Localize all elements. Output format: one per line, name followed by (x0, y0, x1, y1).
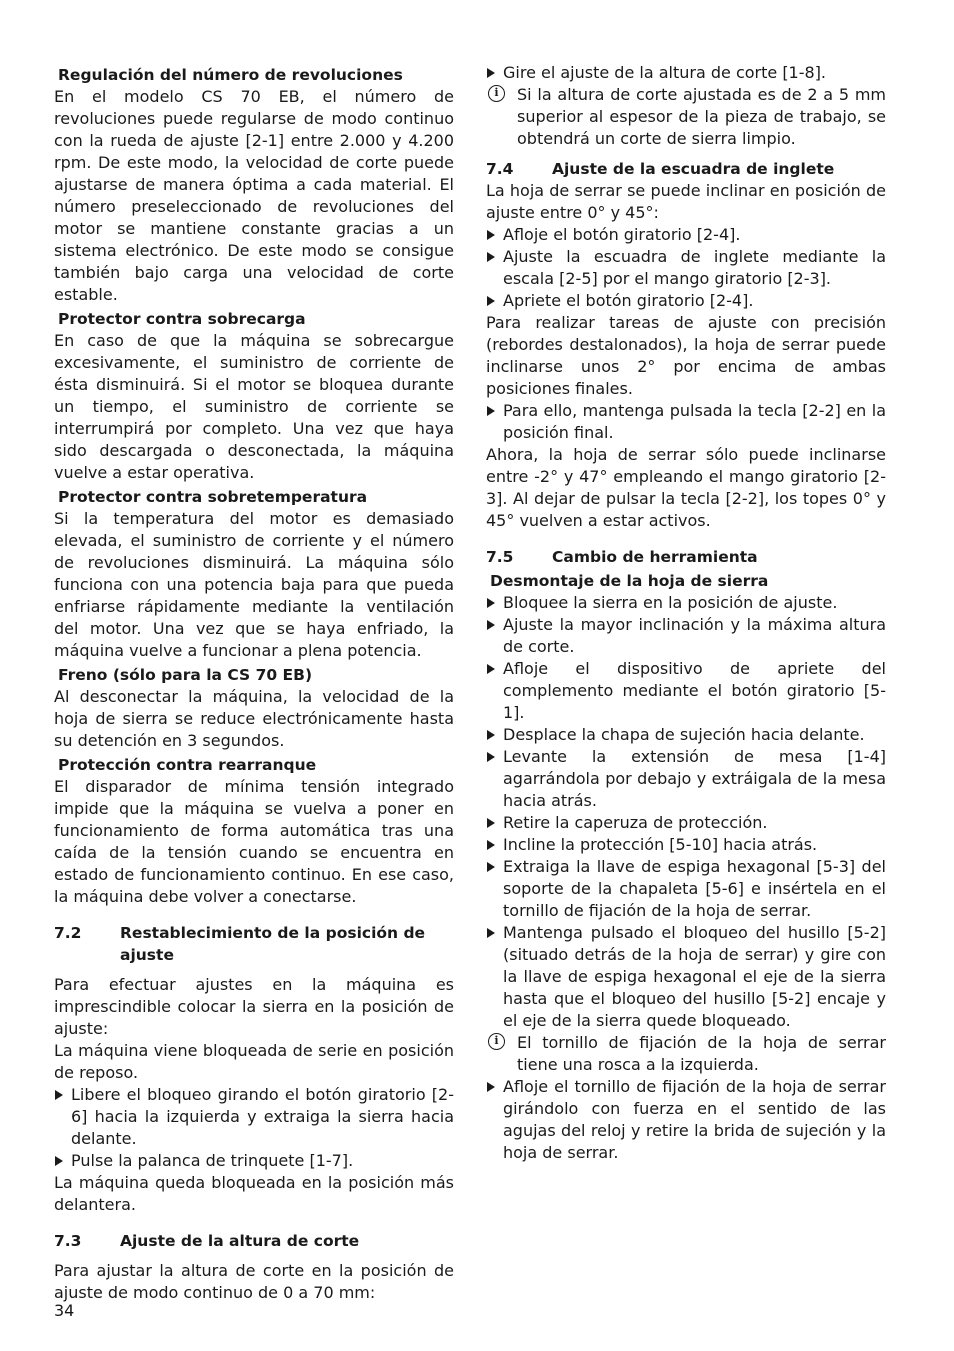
step-item: Afloje el dispositivo de apriete del complemento mediante el botón giratorio [5-1]. (486, 658, 886, 724)
section-7-4-intro: La hoja de serrar se puede inclinar en posición de ajuste entre 0° y 45°: (486, 181, 886, 222)
step-item: Gire el ajuste de la altura de corte [1-8]. (486, 62, 886, 84)
step-item: Afloje el botón giratorio [2-4]. (486, 224, 886, 246)
section-number: 7.3 (54, 1232, 82, 1250)
bullet-triangle-icon (487, 620, 495, 630)
section-7-5-heading (486, 546, 886, 568)
section-number: 7.5 (486, 548, 514, 566)
step-item: Levante la extensión de mesa [1-4] agarrándola por debajo y extráigala de la mesa hacia atrás. (486, 746, 886, 812)
bullet-triangle-icon (487, 664, 495, 674)
bullet-triangle-icon (487, 598, 495, 608)
page-number: 34 (54, 1301, 75, 1320)
section-title: Ajuste de la escuadra de inglete (552, 160, 835, 178)
bullet-triangle-icon (487, 730, 495, 740)
step-item: Pulse la palanca de trinquete [1-7]. (54, 1150, 454, 1172)
right-column (486, 62, 886, 1164)
overload-heading: Protector contra sobrecarga (58, 310, 306, 328)
bullet-triangle-icon (487, 862, 495, 872)
bullet-triangle-icon (487, 296, 495, 306)
bullet-triangle-icon (55, 1090, 63, 1100)
bullet-triangle-icon (487, 68, 495, 78)
bullet-triangle-icon (487, 230, 495, 240)
section-title: Ajuste de la altura de corte (120, 1232, 360, 1250)
section-7-4-heading (486, 158, 886, 180)
section-7-2-heading (54, 922, 454, 966)
overload-text: En caso de que la máquina se sobrecargue excesivamente, el suministro de corriente de ésta disminuirá. Si el motor se bloquea durante un tiempo, el suministro de corriente se interrumpirá por completo. Una vez que haya sido descargada o desconectada, la máquina vuelve a estar operativa. (54, 331, 454, 482)
section-7-4-precision: Para realizar tareas de ajuste con precisión (rebordes destalonados), la hoja de serrar puede inclinarse unos 2° por encima de ambas posiciones finales. (486, 313, 886, 398)
bullet-triangle-icon (487, 406, 495, 416)
info-icon: i (488, 85, 505, 102)
bullet-triangle-icon (487, 752, 495, 762)
section-7-2-result: La máquina queda bloqueada en la posición más delantera. (54, 1173, 454, 1214)
step-item: Ajuste la mayor inclinación y la máxima altura de corte. (486, 614, 886, 658)
bullet-triangle-icon (487, 928, 495, 938)
step-item: Apriete el botón giratorio [2-4]. (486, 290, 886, 312)
section-7-3-heading (54, 1230, 454, 1252)
step-item: Bloquee la sierra en la posición de ajuste. (486, 592, 886, 614)
section-7-2-intro: Para efectuar ajustes en la máquina es imprescindible colocar la sierra en la posición de ajuste: (54, 975, 454, 1038)
step-item: Retire la caperuza de protección. (486, 812, 886, 834)
blade-removal-heading: Desmontaje de la hoja de sierra (490, 572, 769, 590)
overtemp-text: Si la temperatura del motor es demasiado elevada, el suministro de corriente y el número de revoluciones disminuirá. La máquina sólo funciona con una potencia baja para que pueda enfriarse rápidamente mediante la ventilación del motor. Una vez que se haya enfriado, la máquina vuelve a funcionar a plena potencia. (54, 509, 454, 660)
bullet-triangle-icon (55, 1156, 63, 1166)
section-title: Restablecimiento de la posición de ajuste (120, 924, 426, 964)
restart-text: El disparador de mínima tensión integrado impide que la máquina se vuelva a poner en funcionamiento de forma automática tras una caída de la tensión cuando se encuentra en estado de funcionamiento continuo. En ese caso, la máquina debe volver a conectarse. (54, 777, 454, 906)
info-icon: i (488, 1033, 505, 1050)
bullet-triangle-icon (487, 840, 495, 850)
step-item: Para ello, mantenga pulsada la tecla [2-2] en la posición final. (486, 400, 886, 444)
bullet-triangle-icon (487, 818, 495, 828)
step-item: Desplace la chapa de sujeción hacia delante. (486, 724, 886, 746)
section-number: 7.2 (54, 924, 82, 942)
brake-text: Al desconectar la máquina, la velocidad de la hoja de sierra se reduce electrónicamente hasta su detención en 3 segundos. (54, 687, 454, 750)
bullet-triangle-icon (487, 1082, 495, 1092)
brake-heading: Freno (sólo para la CS 70 EB) (58, 666, 313, 684)
speed-regulation-text: En el modelo CS 70 EB, el número de revoluciones puede regularse de modo continuo con la rueda de ajuste [2-1] entre 2.000 y 4.200 rpm. De este modo, la velocidad de corte puede ajustarse de manera óptima a cada material. El número preseleccionado de revoluciones del motor se mantiene constante gracias a un sistema electrónico. De este modo se consigue también bajo carga una velocidad de corte estable. (54, 87, 454, 304)
left-column (54, 62, 454, 1304)
step-item: Incline la protección [5-10] hacia atrás. (486, 834, 886, 856)
overtemp-heading: Protector contra sobretemperatura (58, 488, 368, 506)
restart-heading: Protección contra rearranque (58, 756, 317, 774)
section-7-4-result: Ahora, la hoja de serrar sólo puede inclinarse entre -2° y 47° empleando el mango giratorio [2-3]. Al dejar de pulsar la tecla [2-2], los topes 0° y 45° vuelven a estar activos. (486, 445, 886, 530)
section-title: Cambio de herramienta (552, 548, 758, 566)
step-item: Afloje el tornillo de fijación de la hoja de serrar girándolo con fuerza en el sentido de las agujas del reloj y retire la brida de sujeción y la hoja de serrar. (486, 1076, 886, 1164)
section-number: 7.4 (486, 160, 514, 178)
bullet-triangle-icon (487, 252, 495, 262)
section-7-3-intro: Para ajustar la altura de corte en la posición de ajuste de modo continuo de 0 a 70 mm: (54, 1261, 454, 1302)
step-item: Extraiga la llave de espiga hexagonal [5-3] del soporte de la chapaleta [5-6] e insértela en el tornillo de fijación de la hoja de serrar. (486, 856, 886, 922)
info-note: i Si la altura de corte ajustada es de 2 a 5 mm superior al espesor de la pieza de trabajo, se obtendrá un corte de sierra limpio. (486, 84, 886, 150)
speed-regulation-heading: Regulación del número de revoluciones (58, 66, 403, 84)
section-7-2-default: La máquina viene bloqueada de serie en posición de reposo. (54, 1041, 454, 1082)
info-note: i El tornillo de fijación de la hoja de serrar tiene una rosca a la izquierda. (486, 1032, 886, 1076)
step-item: Mantenga pulsado el bloqueo del husillo [5-2] (situado detrás de la hoja de serrar) y gire con la llave de espiga hexagonal el eje de la sierra hasta que el bloqueo del husillo [5-2] encaje y el eje de la sierra quede bloqueado. (486, 922, 886, 1032)
step-item: Ajuste la escuadra de inglete mediante la escala [2-5] por el mango giratorio [2-3]. (486, 246, 886, 290)
step-item: Libere el bloqueo girando el botón giratorio [2-6] hacia la izquierda y extraiga la sierra hacia delante. (54, 1084, 454, 1150)
